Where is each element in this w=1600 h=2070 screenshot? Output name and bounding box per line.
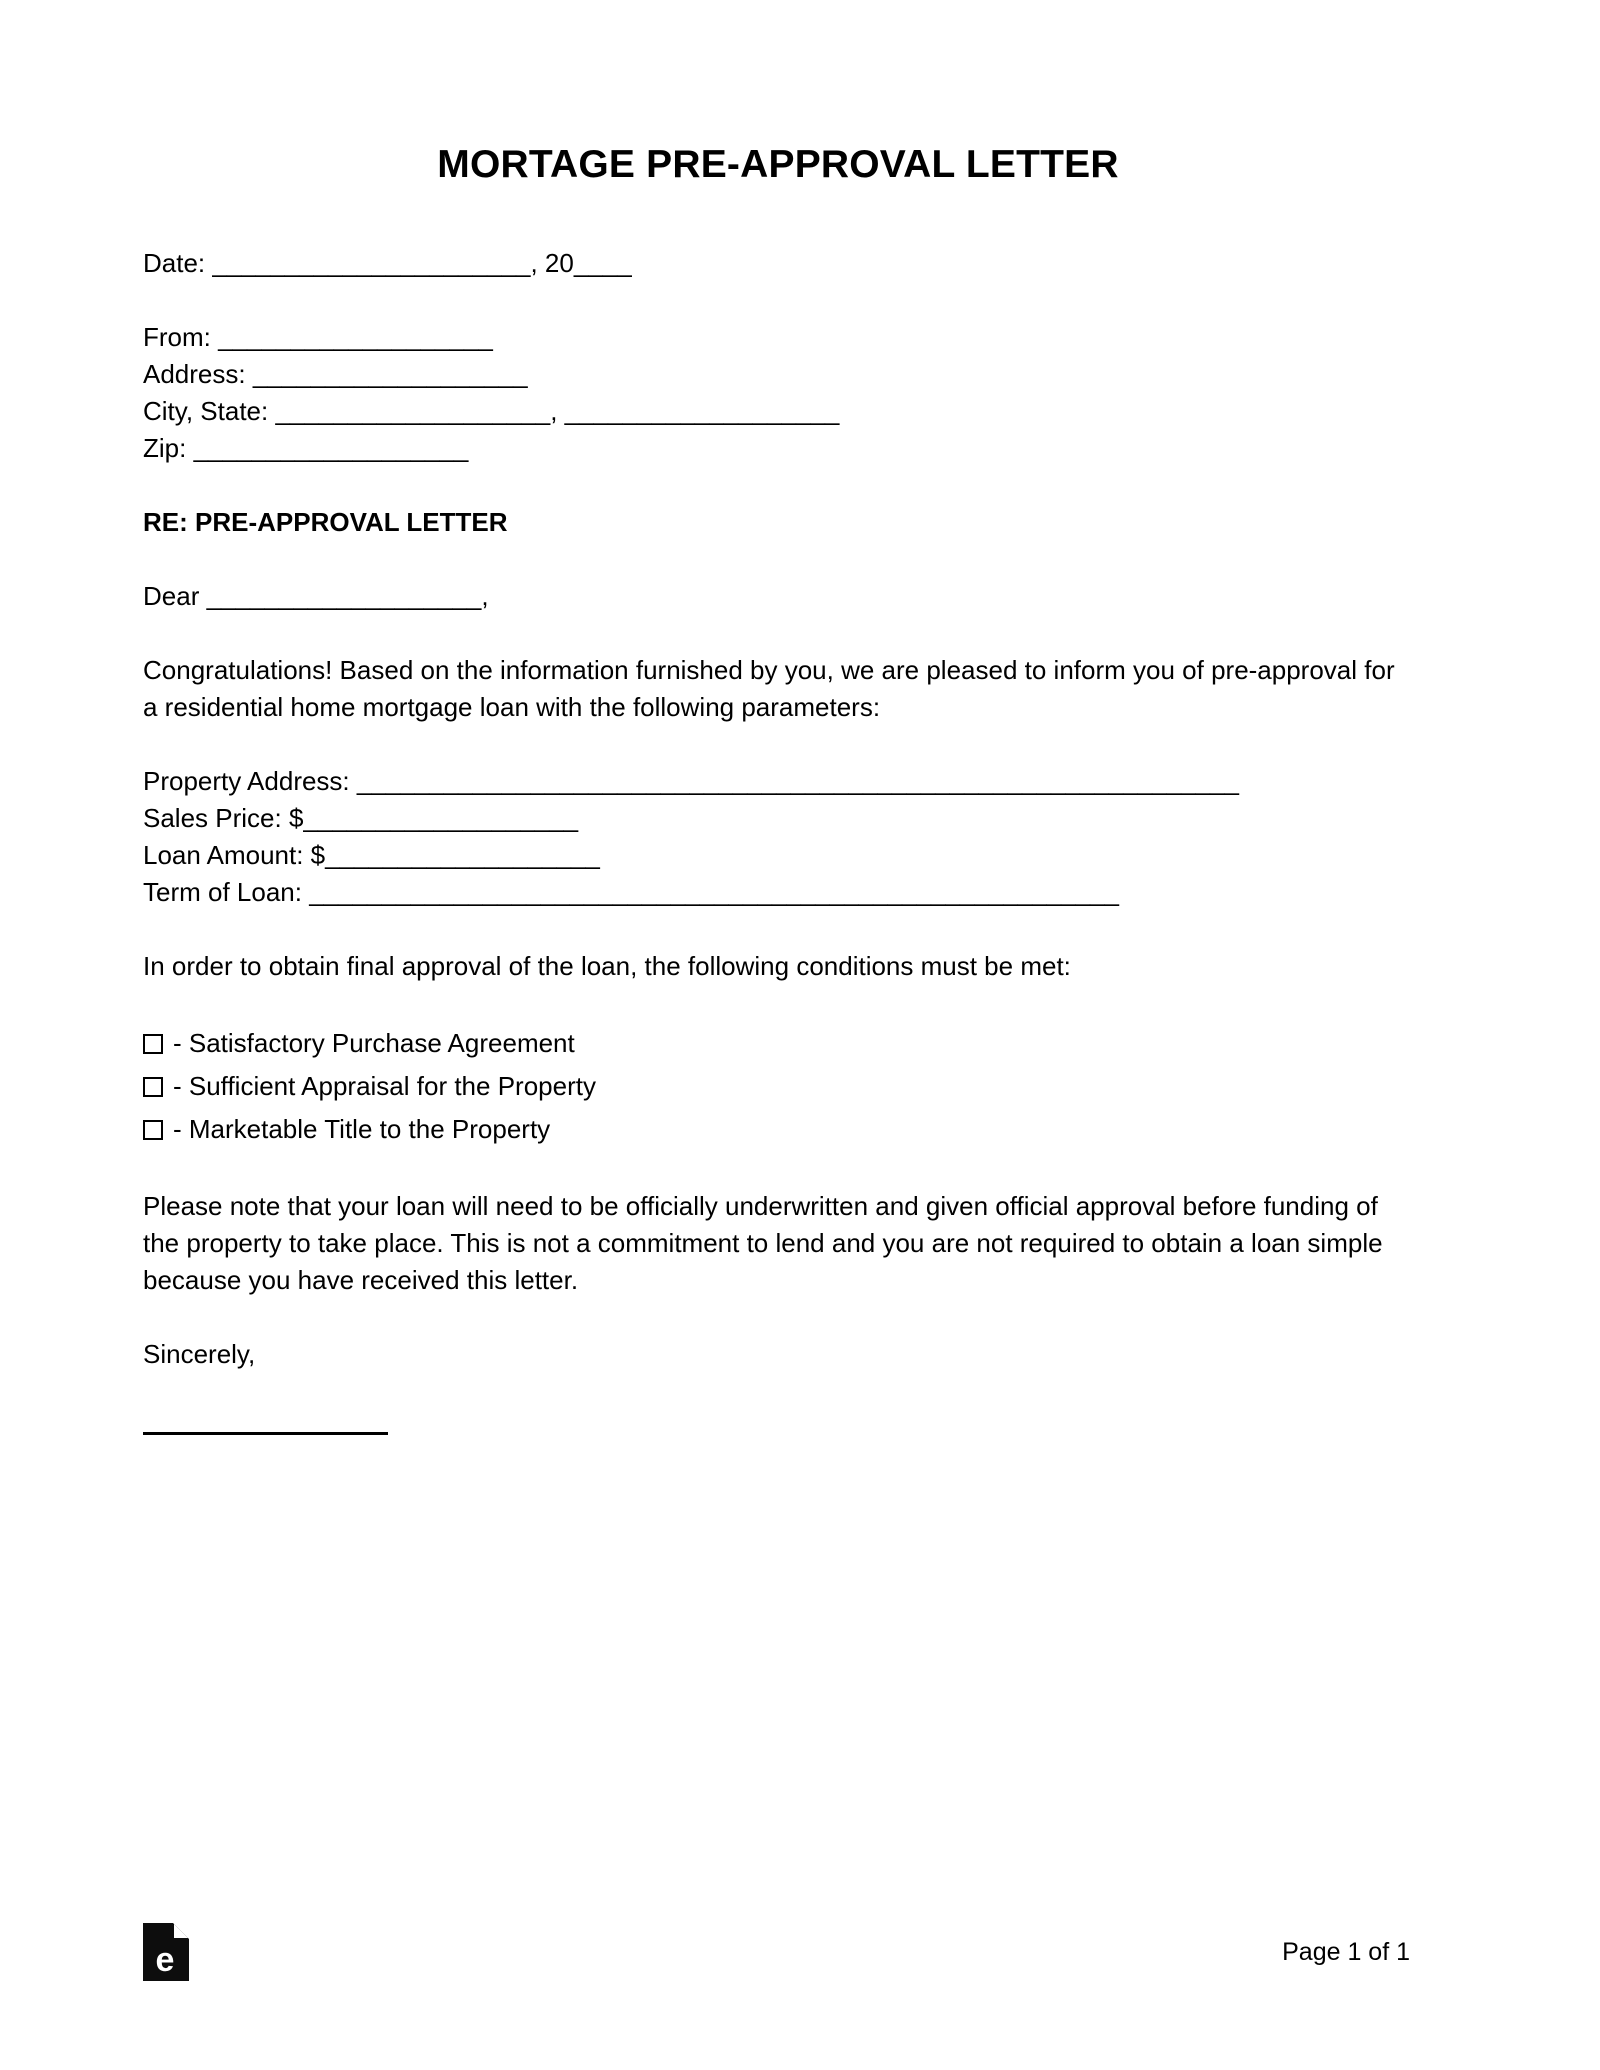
spacer	[143, 911, 1413, 948]
term-of-loan-field-line[interactable]: Term of Loan: ________________________________________________________	[143, 877, 1119, 907]
date-field-line[interactable]: Date: ______________________, 20____	[143, 248, 632, 278]
spacer	[143, 541, 1413, 578]
spacer	[143, 467, 1413, 504]
condition-row-marketable-title[interactable]	[143, 1108, 1413, 1151]
condition-label: - Marketable Title to the Property	[173, 1114, 551, 1144]
zip-field-line[interactable]: Zip: ___________________	[143, 433, 469, 463]
checkbox-icon[interactable]	[143, 1034, 163, 1054]
re-subject-heading: RE: PRE-APPROVAL LETTER	[143, 507, 508, 537]
condition-label: - Sufficient Appraisal for the Property	[173, 1071, 596, 1101]
page-title: MORTAGE PRE-APPROVAL LETTER	[437, 143, 1119, 186]
city-state-field-line[interactable]: City, State: ___________________, ___________________	[143, 396, 840, 426]
intro-paragraph: Congratulations! Based on the information furnished by you, we are pleased to inform you of pre-approval for a residential home mortgage loan with the following parameters:	[143, 655, 1395, 722]
spacer	[143, 1299, 1413, 1336]
address-field-line[interactable]: Address: ___________________	[143, 359, 528, 389]
condition-row-purchase-agreement[interactable]	[143, 1022, 1413, 1065]
page-number: Page 1 of 1	[1282, 1938, 1410, 1966]
condition-row-appraisal[interactable]	[143, 1065, 1413, 1108]
spacer	[143, 282, 1413, 319]
checkbox-icon[interactable]	[143, 1077, 163, 1097]
spacer	[143, 1151, 1413, 1188]
signature-area[interactable]	[143, 1373, 1413, 1435]
condition-label: - Satisfactory Purchase Agreement	[173, 1028, 575, 1058]
salutation-field-line[interactable]: Dear ___________________,	[143, 581, 489, 611]
svg-text:e: e	[155, 1941, 175, 1979]
loan-amount-field-line[interactable]: Loan Amount: $___________________	[143, 840, 600, 870]
sales-price-field-line[interactable]: Sales Price: $___________________	[143, 803, 579, 833]
disclaimer-paragraph: Please note that your loan will need to be officially underwritten and given official approval before funding of the property to take place. This is not a commitment to lend and you are not required to obtain a loan simple because you have received this letter.	[143, 1191, 1383, 1295]
from-field-line[interactable]: From: ___________________	[143, 322, 493, 352]
spacer	[143, 187, 1413, 245]
spacer	[143, 615, 1413, 652]
conditions-intro-paragraph: In order to obtain final approval of the loan, the following conditions must be met:	[143, 951, 1071, 981]
checkbox-icon[interactable]	[143, 1120, 163, 1140]
document-body	[143, 0, 1413, 1435]
spacer	[143, 985, 1413, 1022]
closing-text: Sincerely,	[143, 1339, 256, 1369]
property-address-field-line[interactable]: Property Address: _____________________________________________________________	[143, 766, 1239, 796]
page-footer	[0, 1905, 1600, 2025]
signature-line[interactable]	[143, 1431, 388, 1435]
spacer	[143, 726, 1413, 763]
eforms-document-icon	[143, 1923, 189, 1981]
